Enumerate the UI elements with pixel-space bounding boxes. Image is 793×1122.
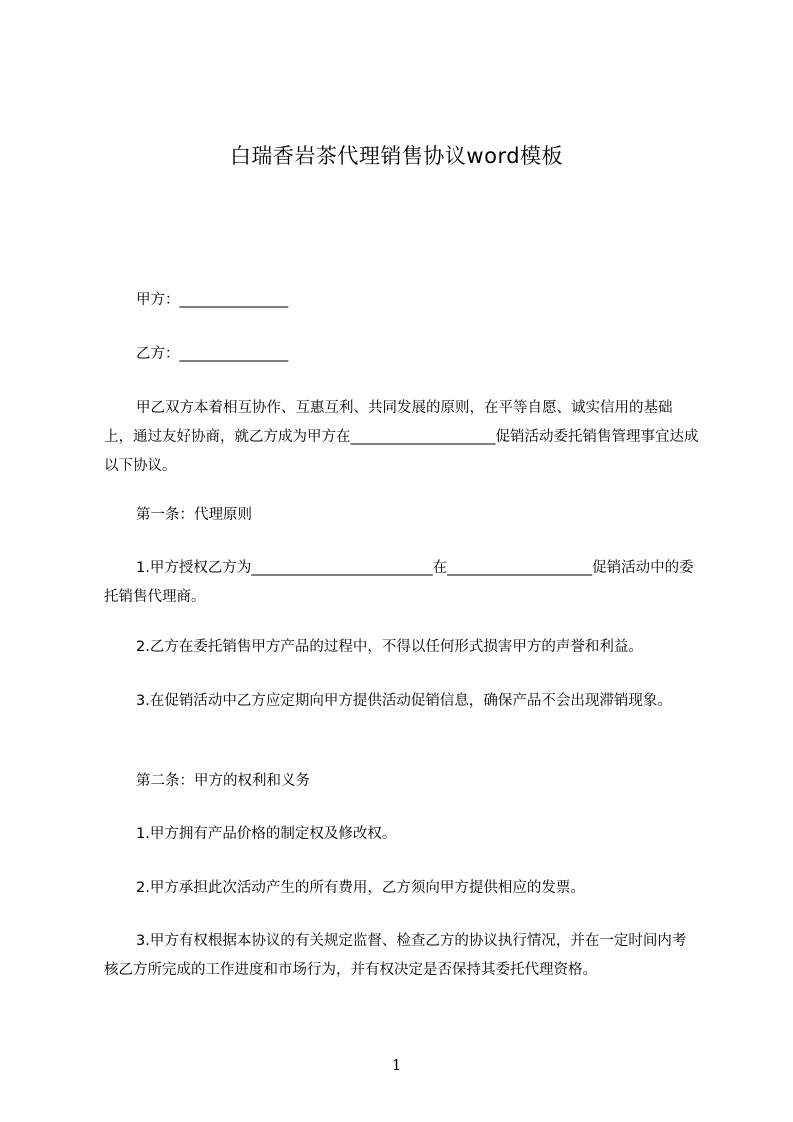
article-2-heading: 第二条：甲方的权利和义务 bbox=[136, 773, 310, 789]
party-b-line: 乙方：_______________ bbox=[136, 346, 289, 362]
page-number: 1 bbox=[391, 1056, 402, 1074]
article-2-clause-3: 3.甲方有权根据本协议的有关规定监督、检查乙方的协议执行情况，并在一定时间内考核乙方所完成的工作进度和市场行为，并有权决定是否保持其委托代理资格。 bbox=[104, 933, 687, 978]
article-1-clause-1: 1.甲方授权乙方为_________________________在____________________促销活动中的委托销售代理商。 bbox=[104, 560, 694, 605]
article-2-clause-2: 2.甲方承担此次活动产生的所有费用，乙方须向甲方提供相应的发票。 bbox=[136, 880, 585, 896]
article-1-heading: 第一条：代理原则 bbox=[136, 507, 252, 523]
article-1-clause-2: 2.乙方在委托销售甲方产品的过程中，不得以任何形式损害甲方的声誉和利益。 bbox=[136, 639, 643, 655]
party-a-line: 甲方：_______________ bbox=[136, 292, 289, 308]
article-2-clause-1: 1.甲方拥有产品价格的制定权及修改权。 bbox=[136, 826, 397, 842]
article-1-clause-3: 3.在促销活动中乙方应定期向甲方提供活动促销信息，确保产品不会出现滞销现象。 bbox=[136, 693, 672, 709]
document-title: 白瑞香岩茶代理销售协议word模板 bbox=[229, 144, 564, 168]
preamble-paragraph: 甲乙双方本着相互协作、互惠互利、共同发展的原则，在平等自愿、诚实信用的基础上，通过友好协商，就乙方成为甲方在____________________促销活动委托销售管理事宜达成以下协议。 bbox=[104, 400, 699, 474]
